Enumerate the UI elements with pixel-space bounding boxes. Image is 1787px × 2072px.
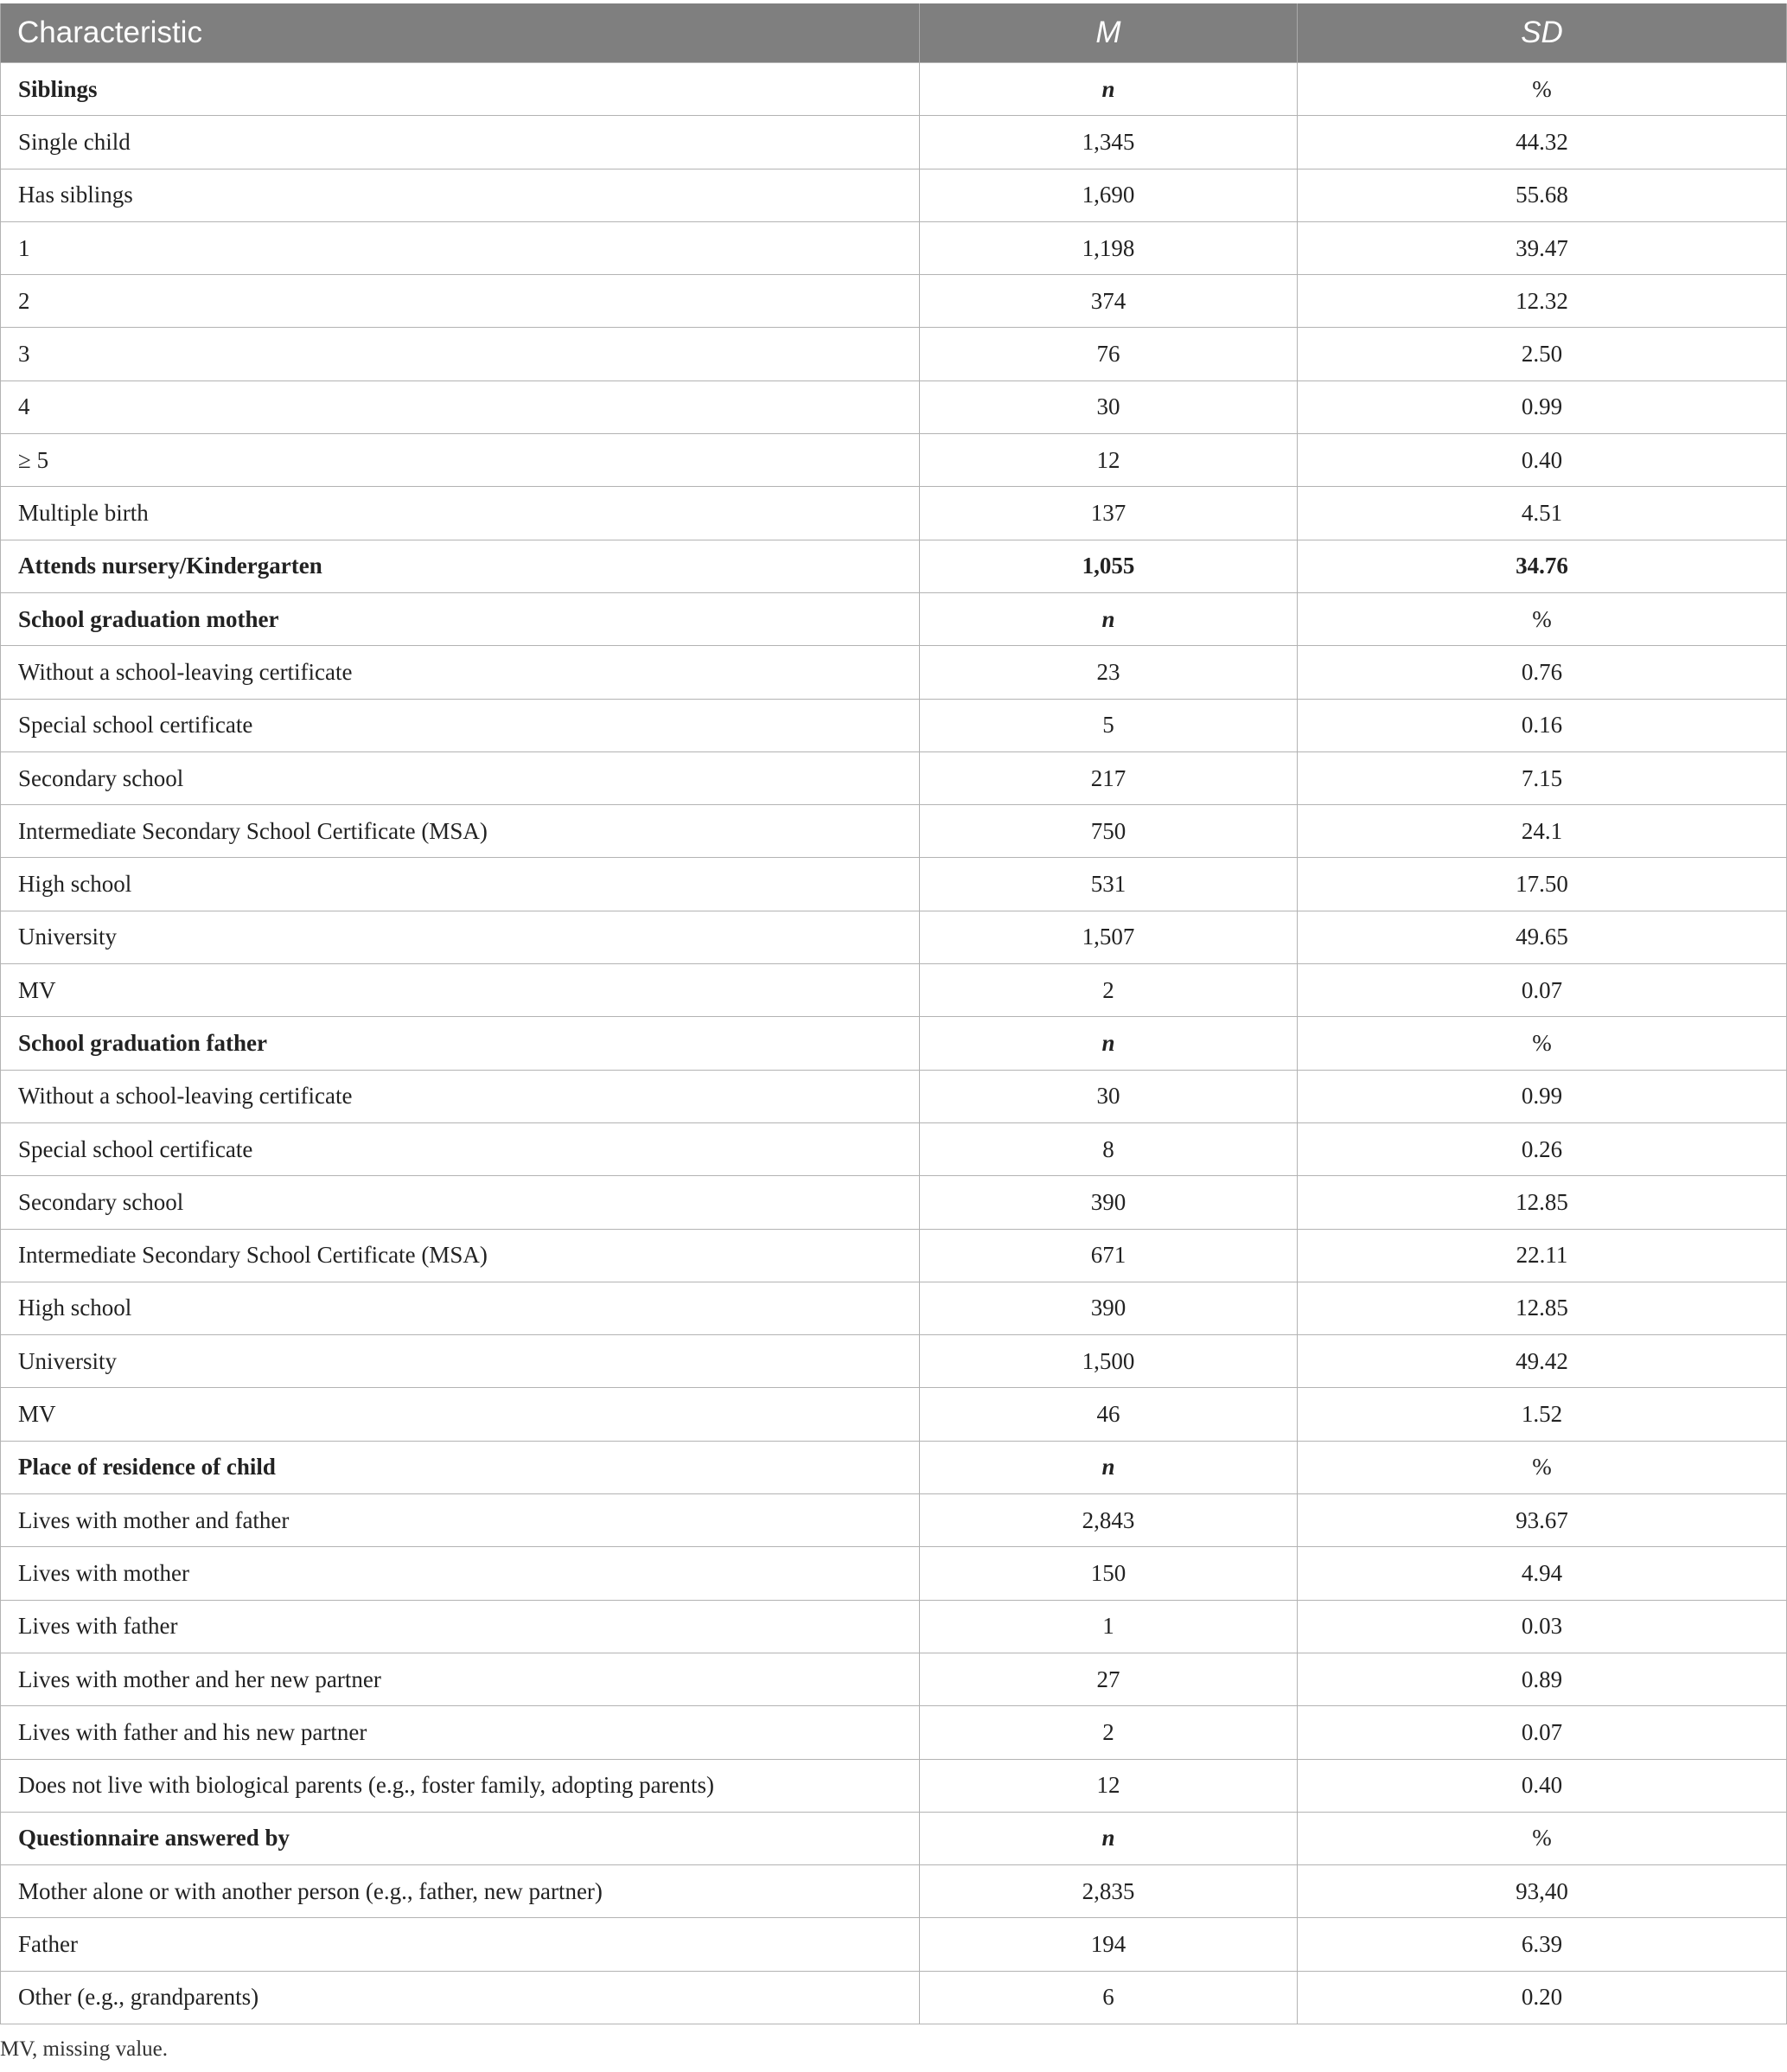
table-row	[1, 1971, 1787, 2024]
column-subheader-percent: %	[1298, 63, 1787, 116]
row-label: Secondary school	[1, 751, 920, 804]
row-label: Intermediate Secondary School Certificate (MSA)	[1, 1229, 920, 1282]
table-footnote: MV, missing value.	[0, 2037, 168, 2061]
table-row	[1, 1600, 1787, 1653]
row-value-percent: 44.32	[1298, 116, 1787, 169]
row-label: Multiple birth	[1, 487, 920, 540]
section-row	[1, 1441, 1787, 1493]
table-row	[1, 751, 1787, 804]
row-value-percent: 0.07	[1298, 1706, 1787, 1759]
column-subheader-n: n	[920, 1812, 1298, 1864]
row-label: MV	[1, 1388, 920, 1441]
row-value-percent: 12.32	[1298, 275, 1787, 328]
row-label: University	[1, 911, 920, 963]
row-label: Lives with mother	[1, 1547, 920, 1600]
row-value-percent: 0.03	[1298, 1600, 1787, 1653]
table-row	[1, 1282, 1787, 1334]
column-subheader-n: n	[920, 592, 1298, 645]
row-label: Lives with mother and her new partner	[1, 1653, 920, 1705]
table-row	[1, 221, 1787, 274]
table-row	[1, 1388, 1787, 1441]
row-label: Does not live with biological parents (e.g., foster family, adopting parents)	[1, 1759, 920, 1812]
row-value-percent: 4.51	[1298, 487, 1787, 540]
row-label: School graduation mother	[1, 592, 920, 645]
row-value-count: 8	[920, 1122, 1298, 1175]
row-value-count: 671	[920, 1229, 1298, 1282]
header-characteristic: Characteristic	[1, 3, 920, 63]
table-row	[1, 699, 1787, 751]
column-subheader-percent: %	[1298, 1017, 1787, 1070]
row-value-percent: 7.15	[1298, 751, 1787, 804]
row-value-percent: 1.52	[1298, 1388, 1787, 1441]
row-value-percent: 2.50	[1298, 328, 1787, 381]
row-label: High school	[1, 858, 920, 911]
table-row	[1, 1918, 1787, 1971]
row-label: Lives with father and his new partner	[1, 1706, 920, 1759]
row-value-count: 150	[920, 1547, 1298, 1600]
row-value-count: 27	[920, 1653, 1298, 1705]
row-label: 4	[1, 381, 920, 433]
column-subheader-percent: %	[1298, 1812, 1787, 1864]
row-label: Secondary school	[1, 1176, 920, 1229]
row-label: Has siblings	[1, 169, 920, 221]
row-label: Without a school-leaving certificate	[1, 1070, 920, 1122]
row-value-count: 12	[920, 1759, 1298, 1812]
header-row	[1, 3, 1787, 63]
table-row	[1, 1176, 1787, 1229]
row-value-percent: 0.40	[1298, 1759, 1787, 1812]
row-value-count: 137	[920, 487, 1298, 540]
row-value-count: 374	[920, 275, 1298, 328]
row-value-percent: 0.20	[1298, 1971, 1787, 2024]
row-label: Attends nursery/Kindergarten	[1, 540, 920, 592]
row-value-count: 1,507	[920, 911, 1298, 963]
row-value-count: 5	[920, 699, 1298, 751]
table-row	[1, 1335, 1787, 1388]
table-row	[1, 646, 1787, 699]
row-value-count: 6	[920, 1971, 1298, 2024]
row-value-count: 30	[920, 381, 1298, 433]
table-row	[1, 1865, 1787, 1918]
table-row	[1, 1494, 1787, 1547]
section-row	[1, 540, 1787, 592]
table-row	[1, 1706, 1787, 1759]
table-row	[1, 911, 1787, 963]
row-label: Single child	[1, 116, 920, 169]
table-row	[1, 328, 1787, 381]
row-label: Without a school-leaving certificate	[1, 646, 920, 699]
row-label: Questionnaire answered by	[1, 1812, 920, 1864]
row-value-percent: 12.85	[1298, 1282, 1787, 1334]
row-value-count: 2,835	[920, 1865, 1298, 1918]
table-header	[1, 3, 1787, 63]
row-label: Mother alone or with another person (e.g., father, new partner)	[1, 1865, 920, 1918]
row-label: Special school certificate	[1, 699, 920, 751]
table-row	[1, 1653, 1787, 1705]
row-value-count: 531	[920, 858, 1298, 911]
column-subheader-n: n	[920, 1441, 1298, 1493]
table-row	[1, 805, 1787, 858]
column-subheader-percent: %	[1298, 592, 1787, 645]
row-value-count: 2,843	[920, 1494, 1298, 1547]
row-value-percent: 34.76	[1298, 540, 1787, 592]
row-value-count: 30	[920, 1070, 1298, 1122]
row-value-count: 76	[920, 328, 1298, 381]
section-row	[1, 63, 1787, 116]
header-sd: SD	[1298, 3, 1787, 63]
row-label: MV	[1, 964, 920, 1017]
row-value-percent: 55.68	[1298, 169, 1787, 221]
table-row	[1, 1759, 1787, 1812]
row-value-count: 2	[920, 1706, 1298, 1759]
row-value-percent: 93,40	[1298, 1865, 1787, 1918]
table-row	[1, 275, 1787, 328]
row-label: Siblings	[1, 63, 920, 116]
row-value-percent: 0.99	[1298, 381, 1787, 433]
row-label: Father	[1, 1918, 920, 1971]
row-value-percent: 0.07	[1298, 964, 1787, 1017]
row-value-percent: 0.99	[1298, 1070, 1787, 1122]
row-value-percent: 0.16	[1298, 699, 1787, 751]
row-value-count: 750	[920, 805, 1298, 858]
row-label: 1	[1, 221, 920, 274]
row-label: Other (e.g., grandparents)	[1, 1971, 920, 2024]
row-value-count: 217	[920, 751, 1298, 804]
row-value-count: 23	[920, 646, 1298, 699]
row-value-percent: 6.39	[1298, 1918, 1787, 1971]
row-label: High school	[1, 1282, 920, 1334]
row-value-count: 1,500	[920, 1335, 1298, 1388]
row-value-count: 1	[920, 1600, 1298, 1653]
column-subheader-percent: %	[1298, 1441, 1787, 1493]
row-label: Intermediate Secondary School Certificate (MSA)	[1, 805, 920, 858]
row-label: School graduation father	[1, 1017, 920, 1070]
section-row	[1, 1812, 1787, 1864]
table-row	[1, 1229, 1787, 1282]
section-row	[1, 1017, 1787, 1070]
row-label: 3	[1, 328, 920, 381]
row-value-count: 390	[920, 1282, 1298, 1334]
row-value-count: 2	[920, 964, 1298, 1017]
row-value-percent: 0.89	[1298, 1653, 1787, 1705]
row-label: Lives with father	[1, 1600, 920, 1653]
row-value-count: 1,055	[920, 540, 1298, 592]
table-row	[1, 434, 1787, 487]
row-value-percent: 12.85	[1298, 1176, 1787, 1229]
row-value-percent: 17.50	[1298, 858, 1787, 911]
row-value-percent: 0.40	[1298, 434, 1787, 487]
table-row	[1, 169, 1787, 221]
row-label: Special school certificate	[1, 1122, 920, 1175]
table-row	[1, 487, 1787, 540]
table-body	[1, 63, 1787, 2024]
column-subheader-n: n	[920, 63, 1298, 116]
row-label: University	[1, 1335, 920, 1388]
row-value-percent: 22.11	[1298, 1229, 1787, 1282]
row-value-percent: 0.26	[1298, 1122, 1787, 1175]
characteristics-table-container	[0, 3, 1786, 2024]
row-value-percent: 4.94	[1298, 1547, 1787, 1600]
row-label: Lives with mother and father	[1, 1494, 920, 1547]
row-value-percent: 39.47	[1298, 221, 1787, 274]
row-value-percent: 49.42	[1298, 1335, 1787, 1388]
characteristics-table	[0, 3, 1787, 2024]
row-value-count: 390	[920, 1176, 1298, 1229]
header-m: M	[920, 3, 1298, 63]
row-value-percent: 49.65	[1298, 911, 1787, 963]
row-value-percent: 0.76	[1298, 646, 1787, 699]
row-value-percent: 24.1	[1298, 805, 1787, 858]
row-value-count: 1,690	[920, 169, 1298, 221]
table-row	[1, 381, 1787, 433]
row-label: 2	[1, 275, 920, 328]
section-row	[1, 592, 1787, 645]
table-row	[1, 964, 1787, 1017]
table-row	[1, 1122, 1787, 1175]
row-value-count: 1,345	[920, 116, 1298, 169]
row-value-count: 12	[920, 434, 1298, 487]
row-label: ≥ 5	[1, 434, 920, 487]
table-row	[1, 1070, 1787, 1122]
row-value-percent: 93.67	[1298, 1494, 1787, 1547]
column-subheader-n: n	[920, 1017, 1298, 1070]
table-row	[1, 1547, 1787, 1600]
table-row	[1, 858, 1787, 911]
row-value-count: 1,198	[920, 221, 1298, 274]
row-value-count: 194	[920, 1918, 1298, 1971]
row-label: Place of residence of child	[1, 1441, 920, 1493]
row-value-count: 46	[920, 1388, 1298, 1441]
table-row	[1, 116, 1787, 169]
